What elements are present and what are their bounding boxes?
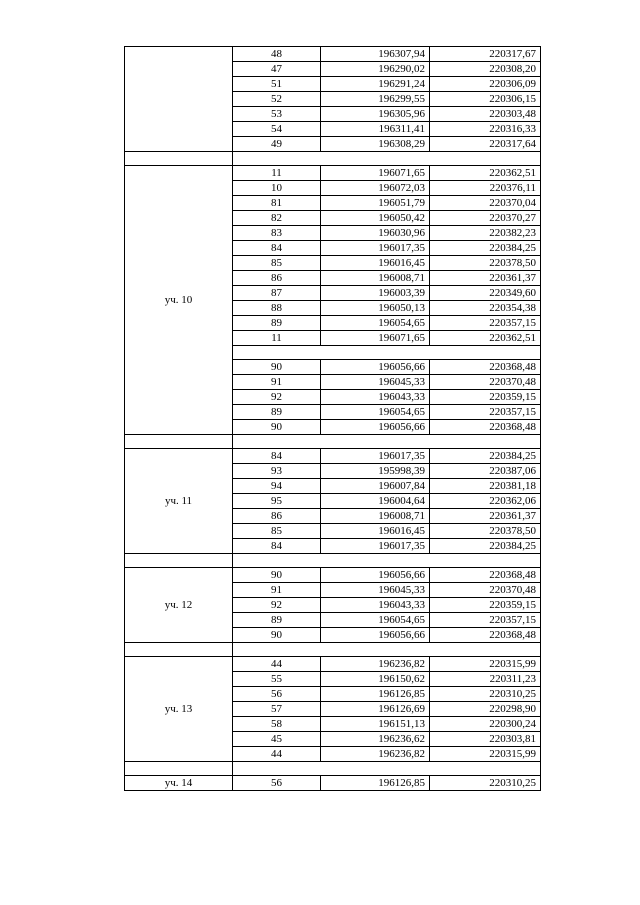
point-number-cell: 85 bbox=[233, 256, 321, 271]
x-coordinate-cell: 196126,85 bbox=[321, 776, 430, 791]
y-coordinate-cell: 220370,27 bbox=[430, 211, 541, 226]
x-coordinate-cell: 196072,03 bbox=[321, 181, 430, 196]
x-coordinate-cell: 196236,82 bbox=[321, 747, 430, 762]
x-coordinate-cell: 196071,65 bbox=[321, 331, 430, 346]
x-coordinate-cell: 196290,02 bbox=[321, 62, 430, 77]
y-coordinate-cell: 220362,06 bbox=[430, 494, 541, 509]
y-coordinate-cell: 220303,48 bbox=[430, 107, 541, 122]
x-coordinate-cell: 196236,82 bbox=[321, 657, 430, 672]
point-number-cell: 88 bbox=[233, 301, 321, 316]
y-coordinate-cell: 220361,37 bbox=[430, 271, 541, 286]
point-number-cell: 48 bbox=[233, 47, 321, 62]
empty-cell bbox=[233, 152, 541, 166]
y-coordinate-cell: 220311,23 bbox=[430, 672, 541, 687]
point-number-cell: 92 bbox=[233, 390, 321, 405]
y-coordinate-cell: 220315,99 bbox=[430, 747, 541, 762]
x-coordinate-cell: 196045,33 bbox=[321, 375, 430, 390]
point-number-cell: 10 bbox=[233, 181, 321, 196]
y-coordinate-cell: 220308,20 bbox=[430, 62, 541, 77]
empty-cell bbox=[233, 346, 541, 360]
table-row bbox=[125, 166, 541, 181]
point-number-cell: 56 bbox=[233, 776, 321, 791]
y-coordinate-cell: 220354,38 bbox=[430, 301, 541, 316]
point-number-cell: 86 bbox=[233, 271, 321, 286]
section-separator-row bbox=[125, 762, 541, 776]
point-number-cell: 95 bbox=[233, 494, 321, 509]
x-coordinate-cell: 196126,69 bbox=[321, 702, 430, 717]
x-coordinate-cell: 196043,33 bbox=[321, 598, 430, 613]
y-coordinate-cell: 220368,48 bbox=[430, 628, 541, 643]
y-coordinate-cell: 220376,11 bbox=[430, 181, 541, 196]
x-coordinate-cell: 196305,96 bbox=[321, 107, 430, 122]
y-coordinate-cell: 220368,48 bbox=[430, 568, 541, 583]
y-coordinate-cell: 220303,81 bbox=[430, 732, 541, 747]
point-number-cell: 11 bbox=[233, 331, 321, 346]
y-coordinate-cell: 220361,37 bbox=[430, 509, 541, 524]
section-label: уч. 12 bbox=[125, 568, 233, 643]
y-coordinate-cell: 220382,23 bbox=[430, 226, 541, 241]
coordinates-table bbox=[124, 46, 541, 791]
y-coordinate-cell: 220368,48 bbox=[430, 420, 541, 435]
point-number-cell: 82 bbox=[233, 211, 321, 226]
y-coordinate-cell: 220306,09 bbox=[430, 77, 541, 92]
section-label: уч. 14 bbox=[125, 776, 233, 791]
x-coordinate-cell: 196017,35 bbox=[321, 449, 430, 464]
point-number-cell: 90 bbox=[233, 420, 321, 435]
x-coordinate-cell: 196126,85 bbox=[321, 687, 430, 702]
x-coordinate-cell: 196016,45 bbox=[321, 256, 430, 271]
point-number-cell: 89 bbox=[233, 316, 321, 331]
x-coordinate-cell: 196004,64 bbox=[321, 494, 430, 509]
y-coordinate-cell: 220306,15 bbox=[430, 92, 541, 107]
empty-cell bbox=[233, 762, 541, 776]
x-coordinate-cell: 196311,41 bbox=[321, 122, 430, 137]
point-number-cell: 90 bbox=[233, 360, 321, 375]
x-coordinate-cell: 196150,62 bbox=[321, 672, 430, 687]
x-coordinate-cell: 196051,79 bbox=[321, 196, 430, 211]
point-number-cell: 44 bbox=[233, 747, 321, 762]
point-number-cell: 91 bbox=[233, 375, 321, 390]
empty-cell bbox=[233, 435, 541, 449]
section-separator-row bbox=[125, 643, 541, 657]
y-coordinate-cell: 220384,25 bbox=[430, 241, 541, 256]
point-number-cell: 55 bbox=[233, 672, 321, 687]
section-separator-row bbox=[125, 554, 541, 568]
y-coordinate-cell: 220349,60 bbox=[430, 286, 541, 301]
section-label: уч. 11 bbox=[125, 449, 233, 554]
x-coordinate-cell: 196291,24 bbox=[321, 77, 430, 92]
point-number-cell: 89 bbox=[233, 405, 321, 420]
point-number-cell: 51 bbox=[233, 77, 321, 92]
y-coordinate-cell: 220310,25 bbox=[430, 776, 541, 791]
point-number-cell: 93 bbox=[233, 464, 321, 479]
coordinates-table-body bbox=[125, 47, 541, 791]
y-coordinate-cell: 220381,18 bbox=[430, 479, 541, 494]
y-coordinate-cell: 220359,15 bbox=[430, 390, 541, 405]
x-coordinate-cell: 196008,71 bbox=[321, 271, 430, 286]
y-coordinate-cell: 220384,25 bbox=[430, 449, 541, 464]
x-coordinate-cell: 196050,13 bbox=[321, 301, 430, 316]
point-number-cell: 81 bbox=[233, 196, 321, 211]
point-number-cell: 54 bbox=[233, 122, 321, 137]
y-coordinate-cell: 220362,51 bbox=[430, 331, 541, 346]
y-coordinate-cell: 220300,24 bbox=[430, 717, 541, 732]
x-coordinate-cell: 196043,33 bbox=[321, 390, 430, 405]
section-separator-row bbox=[125, 435, 541, 449]
empty-cell bbox=[125, 554, 233, 568]
x-coordinate-cell: 196017,35 bbox=[321, 539, 430, 554]
point-number-cell: 53 bbox=[233, 107, 321, 122]
x-coordinate-cell: 196045,33 bbox=[321, 583, 430, 598]
x-coordinate-cell: 196008,71 bbox=[321, 509, 430, 524]
section-label: уч. 13 bbox=[125, 657, 233, 762]
y-coordinate-cell: 220357,15 bbox=[430, 405, 541, 420]
table-row bbox=[125, 449, 541, 464]
x-coordinate-cell: 196050,42 bbox=[321, 211, 430, 226]
section-label: уч. 10 bbox=[125, 166, 233, 435]
point-number-cell: 90 bbox=[233, 628, 321, 643]
point-number-cell: 92 bbox=[233, 598, 321, 613]
y-coordinate-cell: 220359,15 bbox=[430, 598, 541, 613]
x-coordinate-cell: 196056,66 bbox=[321, 420, 430, 435]
table-row bbox=[125, 568, 541, 583]
point-number-cell: 58 bbox=[233, 717, 321, 732]
table-row bbox=[125, 47, 541, 62]
y-coordinate-cell: 220370,48 bbox=[430, 375, 541, 390]
point-number-cell: 47 bbox=[233, 62, 321, 77]
y-coordinate-cell: 220310,25 bbox=[430, 687, 541, 702]
point-number-cell: 57 bbox=[233, 702, 321, 717]
y-coordinate-cell: 220317,67 bbox=[430, 47, 541, 62]
x-coordinate-cell: 196151,13 bbox=[321, 717, 430, 732]
table-row bbox=[125, 657, 541, 672]
point-number-cell: 56 bbox=[233, 687, 321, 702]
y-coordinate-cell: 220316,33 bbox=[430, 122, 541, 137]
empty-cell bbox=[125, 152, 233, 166]
x-coordinate-cell: 196054,65 bbox=[321, 316, 430, 331]
y-coordinate-cell: 220378,50 bbox=[430, 524, 541, 539]
x-coordinate-cell: 196007,84 bbox=[321, 479, 430, 494]
point-number-cell: 85 bbox=[233, 524, 321, 539]
point-number-cell: 90 bbox=[233, 568, 321, 583]
point-number-cell: 45 bbox=[233, 732, 321, 747]
coordinates-document bbox=[124, 46, 540, 791]
x-coordinate-cell: 196054,65 bbox=[321, 613, 430, 628]
y-coordinate-cell: 220357,15 bbox=[430, 613, 541, 628]
y-coordinate-cell: 220298,90 bbox=[430, 702, 541, 717]
x-coordinate-cell: 196299,55 bbox=[321, 92, 430, 107]
y-coordinate-cell: 220384,25 bbox=[430, 539, 541, 554]
y-coordinate-cell: 220368,48 bbox=[430, 360, 541, 375]
empty-cell bbox=[233, 643, 541, 657]
point-number-cell: 49 bbox=[233, 137, 321, 152]
table-row bbox=[125, 776, 541, 791]
x-coordinate-cell: 196003,39 bbox=[321, 286, 430, 301]
y-coordinate-cell: 220387,06 bbox=[430, 464, 541, 479]
x-coordinate-cell: 196017,35 bbox=[321, 241, 430, 256]
x-coordinate-cell: 196016,45 bbox=[321, 524, 430, 539]
point-number-cell: 86 bbox=[233, 509, 321, 524]
point-number-cell: 11 bbox=[233, 166, 321, 181]
section-label bbox=[125, 47, 233, 152]
section-separator-row bbox=[125, 152, 541, 166]
y-coordinate-cell: 220315,99 bbox=[430, 657, 541, 672]
x-coordinate-cell: 196308,29 bbox=[321, 137, 430, 152]
point-number-cell: 84 bbox=[233, 539, 321, 554]
point-number-cell: 84 bbox=[233, 241, 321, 256]
point-number-cell: 52 bbox=[233, 92, 321, 107]
empty-cell bbox=[125, 435, 233, 449]
empty-cell bbox=[125, 643, 233, 657]
y-coordinate-cell: 220370,48 bbox=[430, 583, 541, 598]
x-coordinate-cell: 196054,65 bbox=[321, 405, 430, 420]
y-coordinate-cell: 220370,04 bbox=[430, 196, 541, 211]
point-number-cell: 89 bbox=[233, 613, 321, 628]
x-coordinate-cell: 196056,66 bbox=[321, 360, 430, 375]
x-coordinate-cell: 196030,96 bbox=[321, 226, 430, 241]
x-coordinate-cell: 196307,94 bbox=[321, 47, 430, 62]
point-number-cell: 44 bbox=[233, 657, 321, 672]
y-coordinate-cell: 220362,51 bbox=[430, 166, 541, 181]
point-number-cell: 87 bbox=[233, 286, 321, 301]
point-number-cell: 91 bbox=[233, 583, 321, 598]
y-coordinate-cell: 220357,15 bbox=[430, 316, 541, 331]
y-coordinate-cell: 220378,50 bbox=[430, 256, 541, 271]
x-coordinate-cell: 196071,65 bbox=[321, 166, 430, 181]
y-coordinate-cell: 220317,64 bbox=[430, 137, 541, 152]
point-number-cell: 83 bbox=[233, 226, 321, 241]
point-number-cell: 84 bbox=[233, 449, 321, 464]
empty-cell bbox=[125, 762, 233, 776]
x-coordinate-cell: 196236,62 bbox=[321, 732, 430, 747]
empty-cell bbox=[233, 554, 541, 568]
x-coordinate-cell: 196056,66 bbox=[321, 568, 430, 583]
x-coordinate-cell: 196056,66 bbox=[321, 628, 430, 643]
x-coordinate-cell: 195998,39 bbox=[321, 464, 430, 479]
point-number-cell: 94 bbox=[233, 479, 321, 494]
